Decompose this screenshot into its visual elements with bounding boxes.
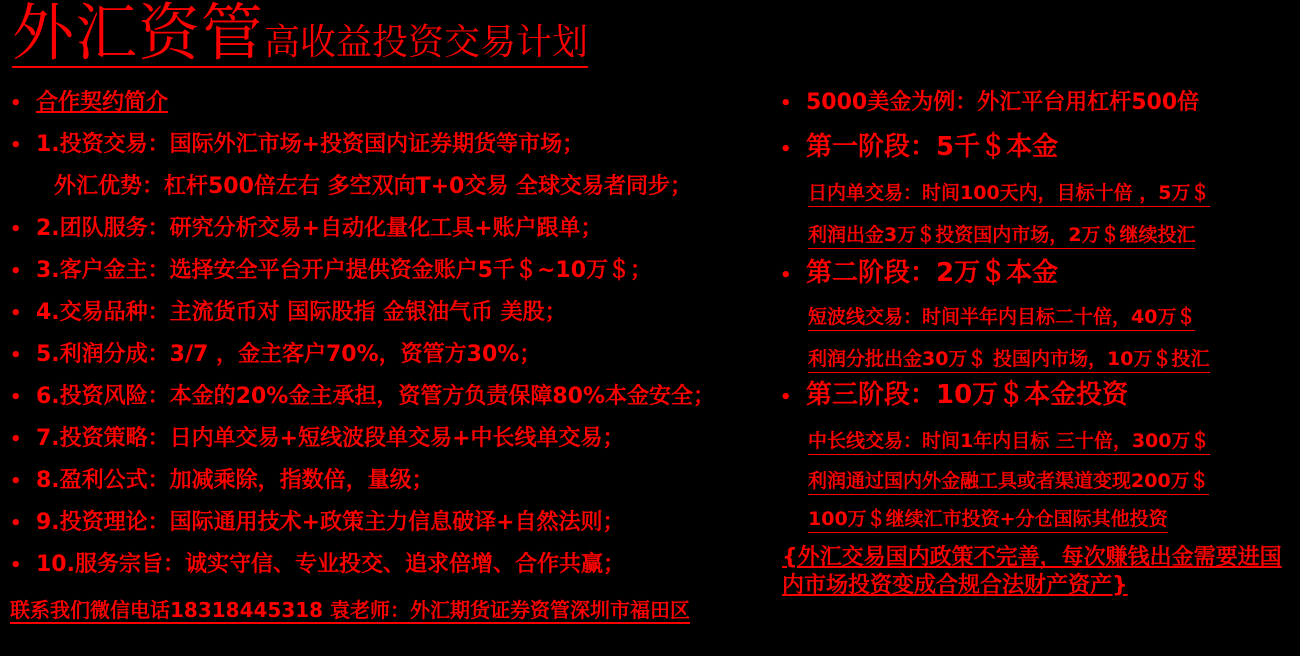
bullet-icon: • bbox=[10, 387, 22, 408]
bullet-icon: • bbox=[10, 513, 22, 534]
plan-item-text: 短波线交易：时间半年内目标二十倍，40万＄ bbox=[808, 304, 1195, 331]
list-item bbox=[10, 90, 168, 117]
bullet-icon: • bbox=[10, 261, 22, 282]
plan-item bbox=[780, 180, 1210, 207]
plan-item bbox=[780, 222, 1195, 249]
plan-item-text: 第一阶段：5千＄本金 bbox=[806, 132, 1059, 162]
plan-item-text: 第二阶段：2万＄本金 bbox=[806, 258, 1059, 288]
plan-item-text: 100万＄继续汇市投资+分仓国际其他投资 bbox=[808, 506, 1168, 533]
plan-item bbox=[780, 134, 1058, 163]
list-item-text: 5.利润分成：3/7 ，金主客户70%，资管方30%； bbox=[36, 342, 542, 367]
list-item bbox=[10, 132, 584, 159]
list-item bbox=[10, 216, 603, 243]
page-title bbox=[12, 2, 588, 68]
plan-item-text: 利润出金3万＄投资国内市场，2万＄继续投汇 bbox=[808, 222, 1195, 249]
list-item bbox=[10, 174, 692, 200]
list-item-text: 4.交易品种：主流货币对 国际股指 金银油气币 美股； bbox=[36, 300, 567, 325]
bullet-icon: • bbox=[780, 93, 792, 114]
policy-note: {外汇交易国内政策不完善，每次赚钱出金需要进国内市场投资变成合规合法财产资产} bbox=[782, 545, 1282, 598]
bullet-icon: • bbox=[780, 265, 792, 286]
list-item bbox=[10, 468, 434, 495]
plan-item bbox=[780, 382, 1128, 411]
bullet-icon: • bbox=[10, 135, 22, 156]
bullet-icon: • bbox=[10, 555, 22, 576]
plan-item-text: 利润分批出金30万＄ 投国内市场，10万＄投汇 bbox=[808, 346, 1210, 373]
contact-footer: 联系我们微信电话18318445318 袁老师：外汇期货证券资管深圳市福田区 bbox=[10, 598, 691, 622]
list-item bbox=[10, 426, 625, 453]
plan-item-text: 中长线交易：时间1年内目标 三十倍，300万＄ bbox=[808, 428, 1210, 455]
title-main: 外汇资管 bbox=[12, 0, 265, 69]
plan-item bbox=[780, 428, 1210, 455]
list-item-text: 3.客户金主：选择安全平台开户提供资金账户5千＄~10万＄； bbox=[36, 258, 653, 283]
plan-item bbox=[780, 304, 1195, 331]
list-item bbox=[10, 342, 541, 369]
plan-item bbox=[780, 346, 1210, 373]
list-item-text: 外汇优势：杠杆500倍左右 多空双向T+0交易 全球交易者同步； bbox=[54, 174, 692, 199]
list-item-text: 7.投资策略：日内单交易+短线波段单交易+中长线单交易； bbox=[36, 426, 625, 451]
list-item bbox=[10, 552, 625, 579]
list-item-text: 10.服务宗旨：诚实守信、专业投交、追求倍增、合作共赢； bbox=[36, 552, 625, 577]
list-item-text: 2.团队服务：研究分析交易+自动化量化工具+账户跟单； bbox=[36, 216, 603, 241]
plan-item-text: 日内单交易：时间100天内，目标十倍 ，5万＄ bbox=[808, 180, 1210, 207]
plan-item-text: 第三阶段：10万＄本金投资 bbox=[806, 380, 1129, 410]
plan-item bbox=[780, 260, 1058, 289]
plan-item bbox=[780, 90, 1199, 117]
bullet-icon: • bbox=[10, 219, 22, 240]
bullet-icon: • bbox=[780, 387, 792, 408]
list-item-text: 1.投资交易：国际外汇市场+投资国内证券期货等市场； bbox=[36, 132, 585, 157]
bullet-icon: • bbox=[10, 303, 22, 324]
bullet-icon: • bbox=[10, 471, 22, 492]
list-item bbox=[10, 384, 715, 411]
plan-item-text: 5000美金为例：外汇平台用杠杆500倍 bbox=[806, 90, 1200, 115]
bullet-icon: • bbox=[10, 429, 22, 450]
list-item bbox=[10, 510, 625, 537]
title-sub: 高收益投资交易计划 bbox=[264, 22, 589, 63]
bullet-icon: • bbox=[10, 93, 22, 114]
bullet-icon: • bbox=[780, 139, 792, 160]
plan-item-text: 利润通过国内外金融工具或者渠道变现200万＄ bbox=[808, 468, 1209, 495]
plan-item bbox=[780, 468, 1209, 495]
list-item bbox=[10, 258, 652, 285]
list-item-text: 6.投资风险：本金的20%金主承担，资管方负责保障80%本金安全； bbox=[36, 384, 715, 409]
list-item-text: 9.投资理论：国际通用技术+政策主力信息破译+自然法则； bbox=[36, 510, 625, 535]
list-item bbox=[10, 300, 567, 327]
list-item-text: 8.盈利公式：加减乘除，指数倍，量级； bbox=[36, 468, 434, 493]
bullet-icon: • bbox=[10, 345, 22, 366]
plan-item bbox=[780, 506, 1168, 533]
list-item-text: 合作契约简介 bbox=[36, 90, 169, 115]
